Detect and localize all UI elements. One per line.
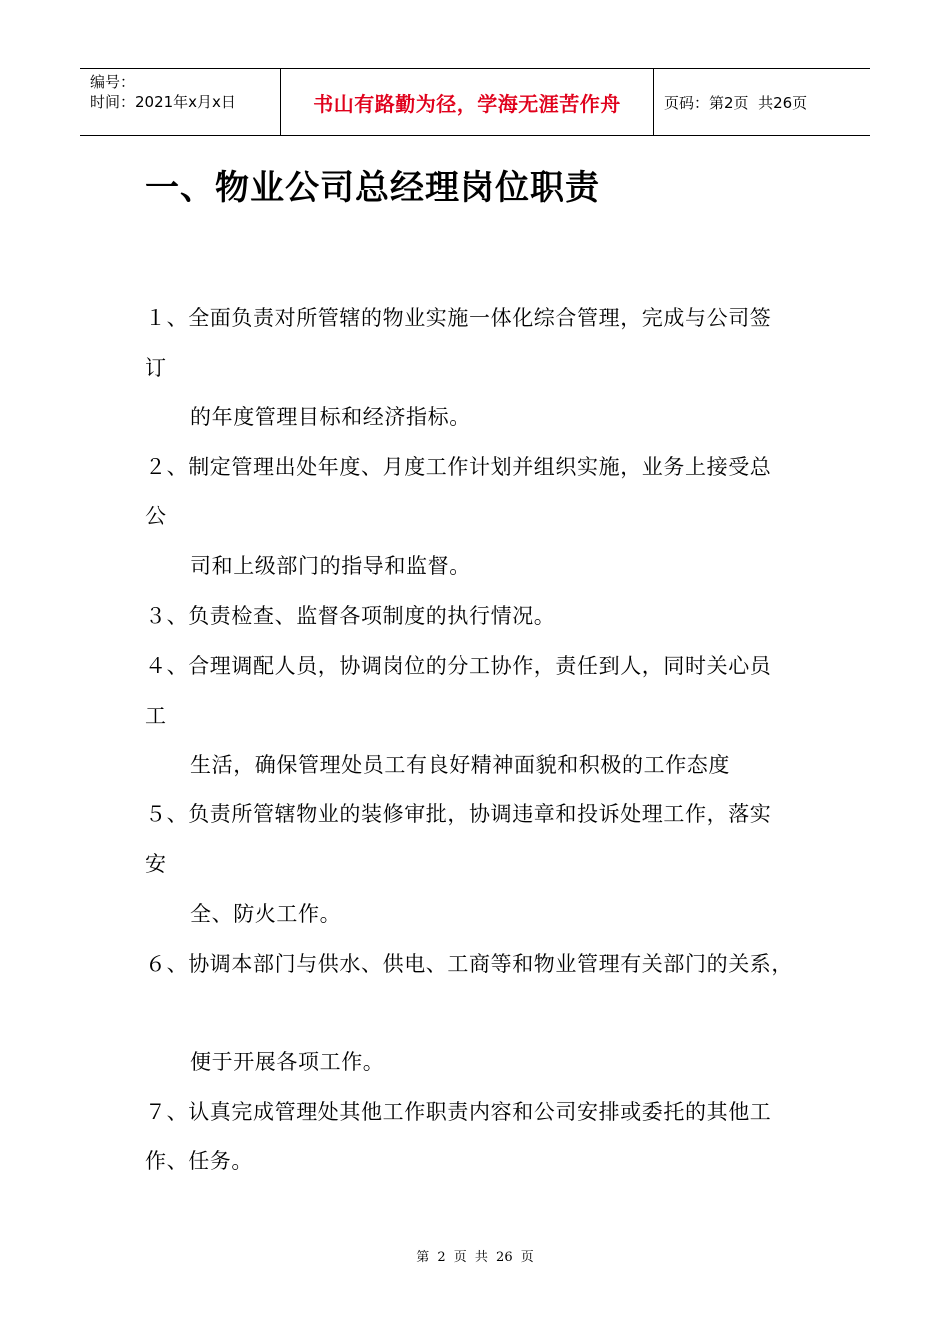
page-footer: 第 2 页 共 26 页 [416,1250,534,1265]
duty-2-line-1: ２、制定管理出处年度、月度工作计划并组织实施，业务上接受总 [145,455,772,479]
duty-1-line-2: 订 [145,356,167,380]
duty-7-line-1: ７、认真完成管理处其他工作职责内容和公司安排或委托的其他工 [145,1100,772,1124]
duty-4-line-1: ４、合理调配人员，协调岗位的分工协作，责任到人，同时关心员 [145,654,772,678]
duty-7-line-2: 作、任务。 [145,1149,253,1173]
time-label: 时间：2021年x月x日 [90,93,236,111]
duty-5-line-1: ５、负责所管辖物业的装修审批，协调违章和投诉处理工作，落实 [145,802,772,826]
duty-6-line-2: 便于开展各项工作。 [190,1050,385,1074]
motto-text: 书山有路勤为径，学海无涯苦作舟 [313,91,621,116]
duty-4-line-3: 生活，确保管理处员工有良好精神面貌和积极的工作态度 [190,753,730,777]
duty-1-line-3: 的年度管理目标和经济指标。 [190,405,471,429]
duty-4-line-2: 工 [145,704,167,728]
number-label: 编号： [90,73,136,91]
duty-6-line-1: ６、协调本部门与供水、供电、工商等和物业管理有关部门的关系， [145,952,793,976]
page-header [80,68,870,136]
duty-2-line-2: 公 [145,504,167,528]
duty-5-line-3: 全、防火工作。 [190,902,342,926]
document-title: 一、物业公司总经理岗位职责 [145,168,600,208]
header-meta-cell [80,69,281,135]
duty-5-line-2: 安 [145,852,167,876]
header-page-cell [654,69,870,135]
duty-2-line-3: 司和上级部门的指导和监督。 [190,554,471,578]
duty-1-line-1: １、全面负责对所管辖的物业实施一体化综合管理，完成与公司签 [145,306,772,330]
header-page-info: 页码：第2页 共26页 [664,93,808,112]
duty-3-line-1: ３、负责检查、监督各项制度的执行情况。 [145,604,556,628]
header-motto-cell [281,69,654,135]
